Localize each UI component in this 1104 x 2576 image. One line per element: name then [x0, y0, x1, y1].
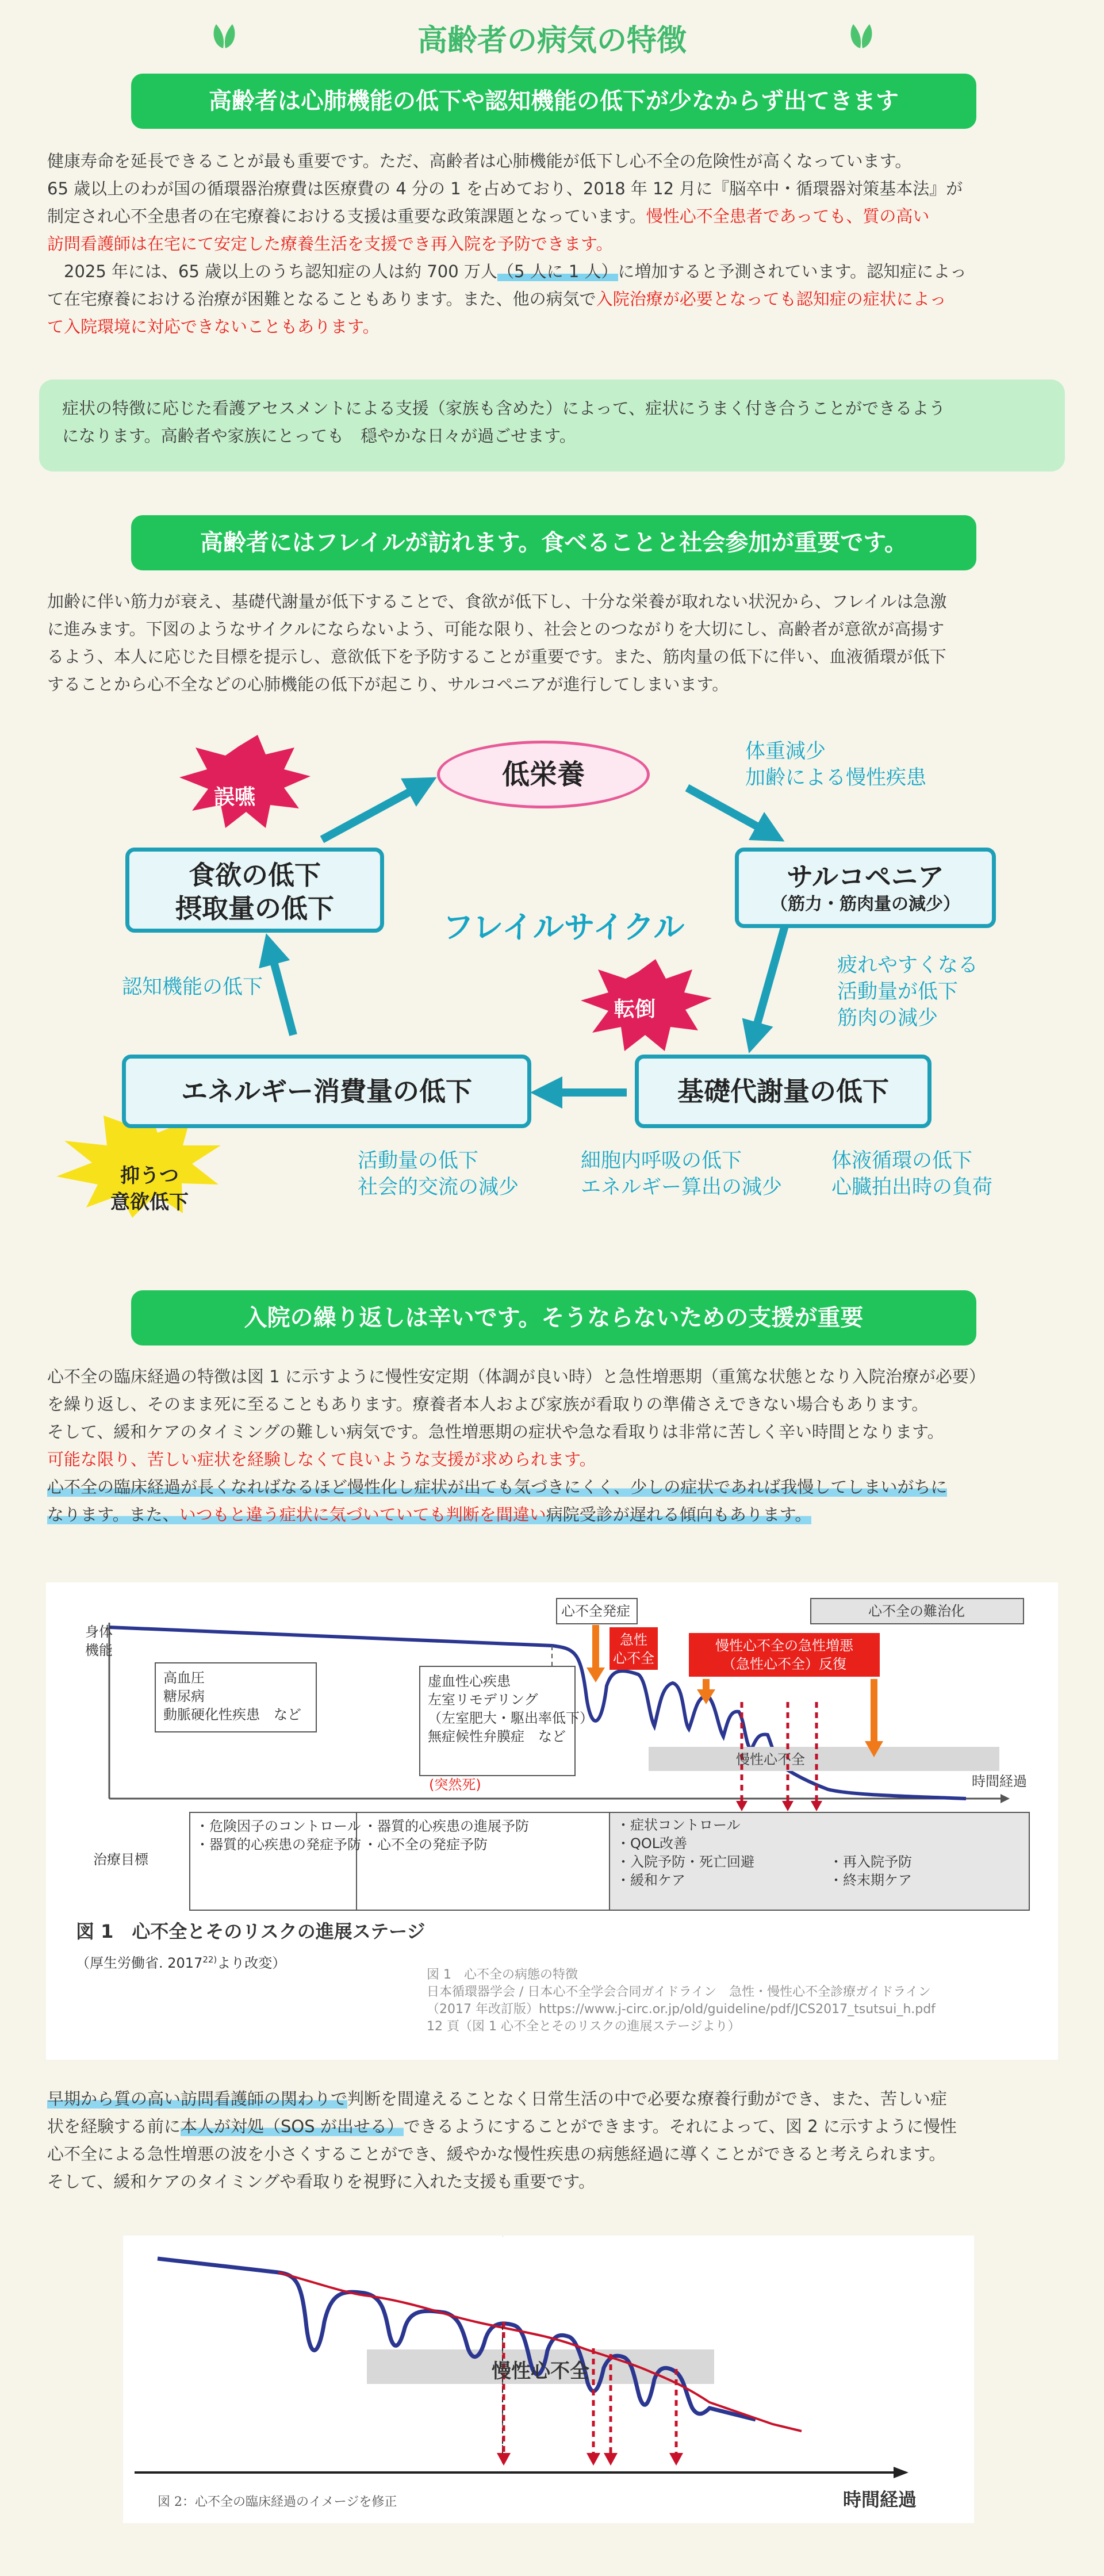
- section3-paragraph: 心不全の臨床経過の特徴は図 1 に示すように慢性安定期（体調が良い時）と急性増悪期（重篤な状態となり入院治療が必要） を繰り返し、そのまま死に至ることもあります。療養者本人および家族が看取りの準備さえできない場合もあります。 そして、緩和ケアのタイミングの難しい病気です。急性増悪期の症状や急な看取りは非常に苦しく辛い時間となります。 可能な限り、苦しい症状を経験しなくて良いような支援が求められます。 心不全の臨床経過が長くなればなるほど慢性化し症状が出ても気づきにくく、少しの症状であれば我慢してしまいがちに なります。また、いつもと違う症状に気づいていても判断を間違い病院受診が遅れる傾向もあります。: [47, 1367, 986, 1524]
- onset-label: 心不全発症: [561, 1603, 630, 1619]
- annotation: 体重減少 加齢による慢性疾患: [745, 740, 927, 789]
- section2-paragraph: 加齢に伴い筋力が衰え、基礎代謝量が低下することで、食欲が低下し、十分な栄養が取れない状況から、フレイルは急激 に進みます。下図のようなサイクルにならないよう、可能な限り、社会とのつながりを大切にし、高齢者が意欲が高揚す るよう、本人に応じた目標を提示し、意欲低下を予防することが重要です。また、筋肉量の低下に伴い、血液循環が低下 することから心不全などの心肺機能の低下が起こり、サルコペニアが進行してしまいます。: [47, 592, 947, 694]
- acute-hf-label: 急性 心不全: [613, 1632, 654, 1666]
- chronic-acute-label: 慢性心不全の急性増悪 （急性心不全）反復: [715, 1638, 853, 1672]
- burst-label: 誤嚥: [214, 785, 256, 809]
- figure-reference: 図 1 心不全の病態の特徴 日本循環器学会 / 日本心不全学会合同ガイドライン 急性・慢性心不全診療ガイドライン （2017 年改訂版）https://www.j-circ.or.jp/old/guideline/pdf/JCS2017_tsutsui_h.pdf 12 頁（図 1 心不全とそのリスクの進展ステージより）: [427, 1968, 936, 2034]
- node-appetite-loss: 食欲の低下 摂取量の低下: [125, 848, 384, 933]
- annotation: 疲れやすくなる 活動量が低下 筋肉の減少: [837, 954, 979, 1030]
- x-axis-label: 時間経過: [972, 1773, 1027, 1789]
- goal-list-1: ・危険因子のコントロール ・器質的心疾患の発症予防: [195, 1818, 361, 1853]
- goal-list-2: ・器質的心疾患の進展予防 ・心不全の発症予防: [363, 1818, 529, 1853]
- page-title: 高齢者の病気の特徴: [417, 24, 687, 58]
- section-banner: 高齢者にはフレイルが訪れます。食べることと社会参加が重要です。: [131, 515, 976, 570]
- refractory-label: 心不全の難治化: [868, 1603, 965, 1619]
- section4-paragraph: 早期から質の高い訪問看護師の関わりで判断を間違えることなく日常生活の中で必要な療養行動ができ、また、苦しい症 状を経験する前に本人が対処（SOS が出せる）できるようにすることができます。それによって、図 2 に示すように慢性 心不全による急性増悪の波を小さくすることができ、緩やかな慢性疾患の病態経過に導くことができると考えられます。 そして、緩和ケアのタイミングや看取りを視野に入れた支援も重要です。: [47, 2089, 957, 2191]
- chronic-hf-label: 慢性心不全: [492, 2360, 589, 2383]
- annotation: 認知機能の低下: [122, 976, 263, 999]
- burst-label: 転倒: [614, 998, 656, 1021]
- annotation: 体液循環の低下 心臓拍出時の負荷: [831, 1149, 993, 1199]
- cycle-arrow: [687, 788, 770, 834]
- node-energy-expenditure: エネルギー消費量の低下: [122, 1055, 531, 1128]
- annotation: 細胞内呼吸の低下 エネルギー算出の減少: [581, 1149, 783, 1199]
- figure-2: [123, 2236, 974, 2523]
- burst-label: 抑うつ 意欲低下: [110, 1164, 189, 1214]
- chronic-hf-label: 慢性心不全: [736, 1751, 805, 1768]
- stage2-list: 虚血性心疾患 左室リモデリング （左室肥大・駆出率低下） 無症候性弁膜症 など: [428, 1673, 593, 1745]
- callout-box: 症状の特徴に応じた看護アセスメントによる支援（家族も含めた）によって、症状にうまく付き合うことができるよう になります。高齢者や家族にとっても 穏やかな日々が過ごせます。: [39, 379, 1065, 471]
- original-curve: [158, 2259, 756, 2420]
- annotation: 活動量の低下 社会的交流の減少: [358, 1149, 519, 1199]
- goal-label: 治療目標: [93, 1851, 148, 1868]
- cycle-arrow: [322, 785, 423, 839]
- goal-list-3: ・症状コントロール ・QOL改善 ・入院予防・死亡回避 ・緩和ケア: [616, 1817, 754, 1888]
- cycle-arrow: [753, 926, 785, 1038]
- node-low-nutrition: 低栄養: [437, 741, 650, 808]
- cycle-center-label: フレイルサイクル: [442, 909, 685, 945]
- figure-caption: 図 2：心不全の臨床経過のイメージを修正: [158, 2495, 397, 2509]
- x-axis-label: 時間経過: [843, 2489, 917, 2510]
- node-sarcopenia: サルコペニア （筋力・筋肉量の減少）: [735, 848, 996, 928]
- section-banner: 入院の繰り返しは辛いです。そうならないための支援が重要: [131, 1290, 976, 1346]
- section-banner: 高齢者は心肺機能の低下や認知機能の低下が少なからず出てきます: [131, 74, 976, 129]
- cycle-arrow: [270, 949, 293, 1035]
- figure-source: （厚生労働省. 2017$^{22)}$より改変）: [76, 1954, 286, 1971]
- node-basal-metabolism: 基礎代謝量の低下: [635, 1055, 931, 1128]
- stage1-list: 高血圧 糖尿病 動脈硬化性疾患 など: [163, 1670, 301, 1723]
- sudden-death-label: (突然死): [429, 1777, 481, 1793]
- section1-paragraph: 健康寿命を延長できることが最も重要です。ただ、高齢者は心肺機能が低下し心不全の危険性が高くなっています。 65 歳以上のわが国の循環器治療費は医療費の 4 分の 1 を占めており、2018 年 12 月に『脳卒中・循環器対策基本法』が 制定され心不全患者の在宅療養における支援は重要な政策課題となっています。慢性心不全患者であっても、質の高い 訪問看護師は在宅にて安定した療養生活を支援でき再入院を予防できます。 2025 年には、65 歳以上のうち認知症の人は約 700 万人（5 人に 1 人）に増加すると予測されています。認知症によっ て在宅療養における治療が困難となることもあります。また、他の病気で入院治療が必要となっても認知症の症状によっ て入院環境に対応できないこともあります。: [47, 151, 967, 336]
- goal-list-4: ・再入院予防 ・終末期ケア: [829, 1854, 912, 1888]
- figure-1: [46, 1582, 1058, 2060]
- figure-caption: 図 1 心不全とそのリスクの進展ステージ: [76, 1920, 425, 1942]
- axis-label: 身体 機能: [85, 1624, 113, 1658]
